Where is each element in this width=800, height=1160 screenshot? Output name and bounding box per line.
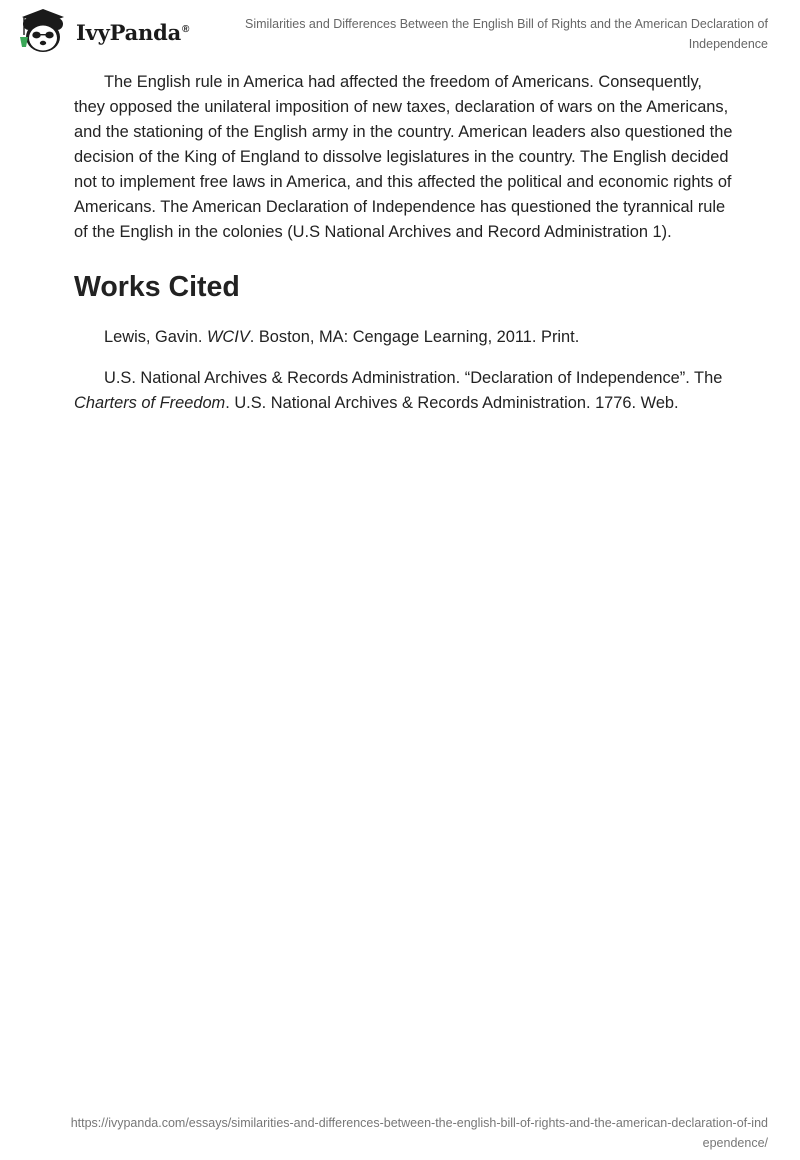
document-title: Similarities and Differences Between the English Bill of Rights and the American Declaration of Independence	[245, 17, 768, 51]
citation-title: Charters of Freedom	[74, 394, 226, 412]
citation-item	[74, 366, 734, 416]
source-url[interactable]: https://ivypanda.com/essays/similarities-and-differences-between-the-english-bill-of-rights-and-the-american-declaration-of-independence/	[70, 1116, 768, 1150]
works-cited-heading: Works Cited	[74, 271, 240, 303]
body-paragraph: The English rule in America had affected the freedom of Americans. Consequently, they opposed the unilateral imposition of new taxes, declaration of wars on the Americans, and the stationing of the English army in the country. American leaders also questioned the decision of the King of England to dissolve legislatures in the country. The English decided not to implement free laws in America, and this affected the political and economic rights of Americans. The American Declaration of Independence has questioned the tyrannical rule of the English in the colonies (U.S National Archives and Record Administration 1).	[74, 73, 733, 241]
panda-graduation-cap-logo-icon	[14, 7, 72, 55]
logo-wordmark: IvyPanda	[76, 19, 182, 45]
document-body	[74, 70, 734, 432]
ivypanda-logo[interactable]	[14, 7, 189, 55]
citation-text: U.S. National Archives & Records Administration. “Declaration of Independence”. The	[104, 369, 723, 387]
citation-list	[74, 325, 734, 416]
logo-text	[76, 20, 189, 45]
page-header	[0, 0, 800, 62]
registered-mark: ®	[182, 23, 190, 35]
citation-title: WCIV	[206, 328, 250, 346]
citation-text: Lewis, Gavin.	[104, 328, 207, 346]
citation-text: . U.S. National Archives & Records Administration. 1776. Web.	[225, 394, 679, 412]
citation-text: . Boston, MA: Cengage Learning, 2011. Print.	[249, 328, 580, 346]
citation-item	[74, 325, 734, 350]
